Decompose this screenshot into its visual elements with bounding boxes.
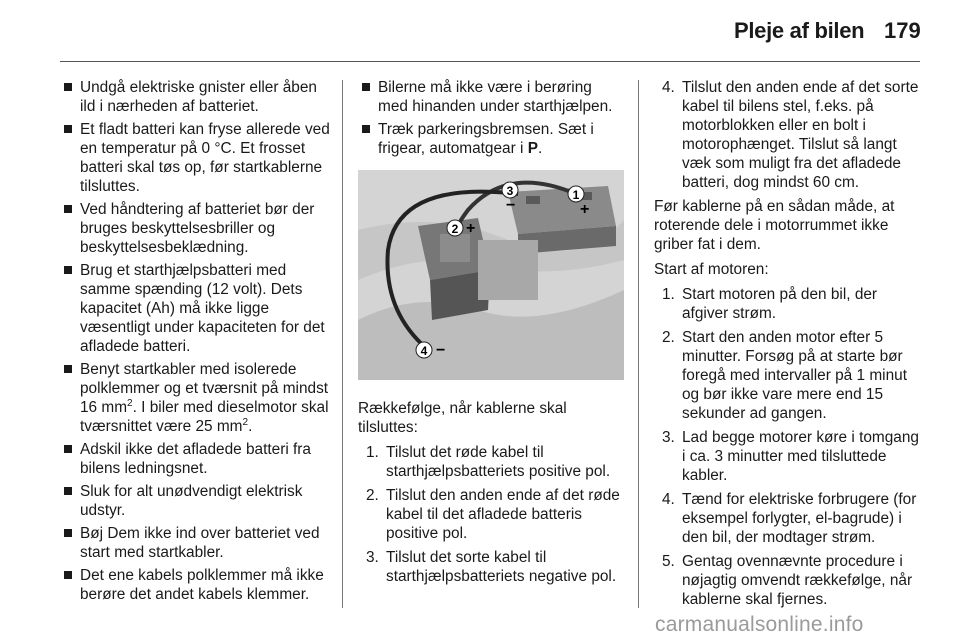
- step-text: Lad begge motorer køre i tomgang i ca. 3 minutter med tilsluttede kabler.: [682, 429, 919, 484]
- step-number: 4.: [662, 79, 675, 96]
- step-text: Start motoren på den bil, der afgiver strøm.: [682, 286, 878, 322]
- minus-sign: −: [506, 197, 516, 214]
- list-item: [654, 552, 924, 609]
- bullet-item: [60, 261, 330, 356]
- bullet-item: [60, 120, 330, 196]
- list-item: [654, 285, 924, 323]
- label-1: [568, 186, 584, 202]
- column-divider-2: [638, 80, 639, 608]
- step-text: Gentag ovennævnte procedure i nøjagtig omvendt rækkefølge, når kablerne skal fjernes.: [682, 553, 913, 608]
- figure-label-2: 2: [451, 222, 459, 236]
- step-number: 4.: [662, 491, 675, 508]
- bullet-text: Et fladt batteri kan fryse allerede ved en temperatur på 0 °C. Et frosset batteri skal tøs op, før startkablerne tilsluttes.: [80, 121, 330, 195]
- label-4: [416, 342, 432, 358]
- step-number: 3.: [662, 429, 675, 446]
- step-number: 2.: [366, 487, 379, 504]
- list-item: [654, 78, 924, 192]
- bullet-text: Sluk for alt unødvendigt elektrisk udstyr.: [80, 483, 303, 519]
- label-3: [502, 182, 518, 198]
- label-2: [447, 220, 463, 236]
- bullet-item: [358, 78, 625, 116]
- watermark[interactable]: carmanualsonline.info: [655, 613, 864, 636]
- list-item: [358, 486, 625, 543]
- paragraph: Før kablerne på en sådan måde, at roterende dele i motorrummet ikke griber fat i dem.: [654, 198, 895, 253]
- bullet-text: .: [248, 418, 253, 435]
- start-heading: Start af motoren:: [654, 261, 769, 278]
- list-item: [358, 548, 625, 586]
- bullet-item: [60, 482, 330, 520]
- step-number: 2.: [662, 329, 675, 346]
- step-text: Start den anden motor efter 5 minutter. Forsøg på at starte bør foregå med intervaller på 1 minut og bør ikke vare mere end 15 sekunder ad gangen.: [682, 329, 907, 422]
- bullet-text: Brug et starthjælpsbatteri med samme spænding (12 volt). Dets kapacitet (Ah) må ikke ligge væsentligt under kapaciteten for det afladede batteri.: [80, 262, 325, 355]
- jump-start-illustration: [358, 170, 624, 380]
- page-number: 179: [884, 18, 921, 43]
- bullet-text: Træk parkeringsbremsen. Sæt i frigear, automatgear i: [378, 121, 594, 157]
- plus-sign: +: [466, 220, 476, 237]
- bullet-item: [60, 78, 330, 116]
- plus-sign: +: [580, 201, 590, 218]
- bullet-text: Bilerne må ikke være i berøring med hinanden under starthjælpen.: [378, 79, 613, 115]
- column-2: [358, 78, 625, 591]
- column-3: [654, 78, 924, 614]
- step-text: Tilslut det sorte kabel til starthjælpsbatteriets negative pol.: [386, 549, 617, 585]
- bullet-item: [60, 200, 330, 257]
- bullet-text: Adskil ikke det afladede batteri fra bilens ledningsnet.: [80, 441, 311, 477]
- bullet-item: [60, 440, 330, 478]
- step-text: Tænd for elektriske forbrugere (for eksempel forlygter, el-bagrude) i den bil, der modtager strøm.: [682, 491, 917, 546]
- bullet-text: . I biler med dieselmotor skal tværsnittet være 25 mm: [80, 399, 329, 435]
- minus-sign: −: [436, 342, 446, 359]
- column-divider-1: [342, 80, 343, 608]
- bullet-text: Ved håndtering af batteriet bør der bruges beskyttelsesbriller og beskyttelsesbeklædning.: [80, 201, 315, 256]
- step-number: 3.: [366, 549, 379, 566]
- gear-p-label: P: [527, 140, 538, 157]
- bullet-text: Bøj Dem ikke ind over batteriet ved start med startkabler.: [80, 525, 320, 561]
- page-title: Pleje af bilen: [734, 18, 865, 43]
- figure-label-3: 3: [506, 184, 514, 198]
- sequence-intro: Rækkefølge, når kablerne skal tilsluttes:: [358, 400, 567, 436]
- step-text: Tilslut det røde kabel til starthjælpsbatteriets positive pol.: [386, 444, 611, 480]
- list-item: [654, 490, 924, 547]
- step-text: Tilslut den anden ende af det røde kabel til det afladede batteris positive pol.: [386, 487, 620, 542]
- step-text: Tilslut den anden ende af det sorte kabel til bilens stel, f.eks. på motorblokken eller en bolt i motorophænget. Tilslut så langt væk som muligt fra det afladede batteri, dog mindst 60 cm.: [682, 79, 919, 191]
- column-1: [60, 78, 330, 608]
- step-number: 1.: [366, 444, 379, 461]
- bullet-text: .: [537, 140, 543, 157]
- header-rule: [60, 61, 920, 62]
- figure-label-4: 4: [420, 344, 428, 358]
- list-item: [358, 443, 625, 481]
- list-item: [654, 428, 924, 485]
- bullet-text: Det ene kabels polklemmer må ikke berøre det andet kabels klemmer.: [80, 567, 324, 603]
- step-number: 5.: [662, 553, 675, 570]
- bullet-item: [60, 360, 330, 436]
- bullet-text: Undgå elektriske gnister eller åben ild i nærheden af batteriet.: [80, 79, 317, 115]
- step-number: 1.: [662, 286, 675, 303]
- bullet-item: [60, 566, 330, 604]
- list-item: [654, 328, 924, 423]
- superscript: 2: [127, 397, 133, 409]
- bullet-item: [358, 120, 625, 158]
- bullet-text: Benyt startkabler med isolerede polklemmer og et tværsnit på mindst 16 mm: [80, 361, 329, 416]
- figure-label-1: 1: [572, 188, 580, 202]
- superscript: 2: [242, 416, 249, 428]
- bullet-item: [60, 524, 330, 562]
